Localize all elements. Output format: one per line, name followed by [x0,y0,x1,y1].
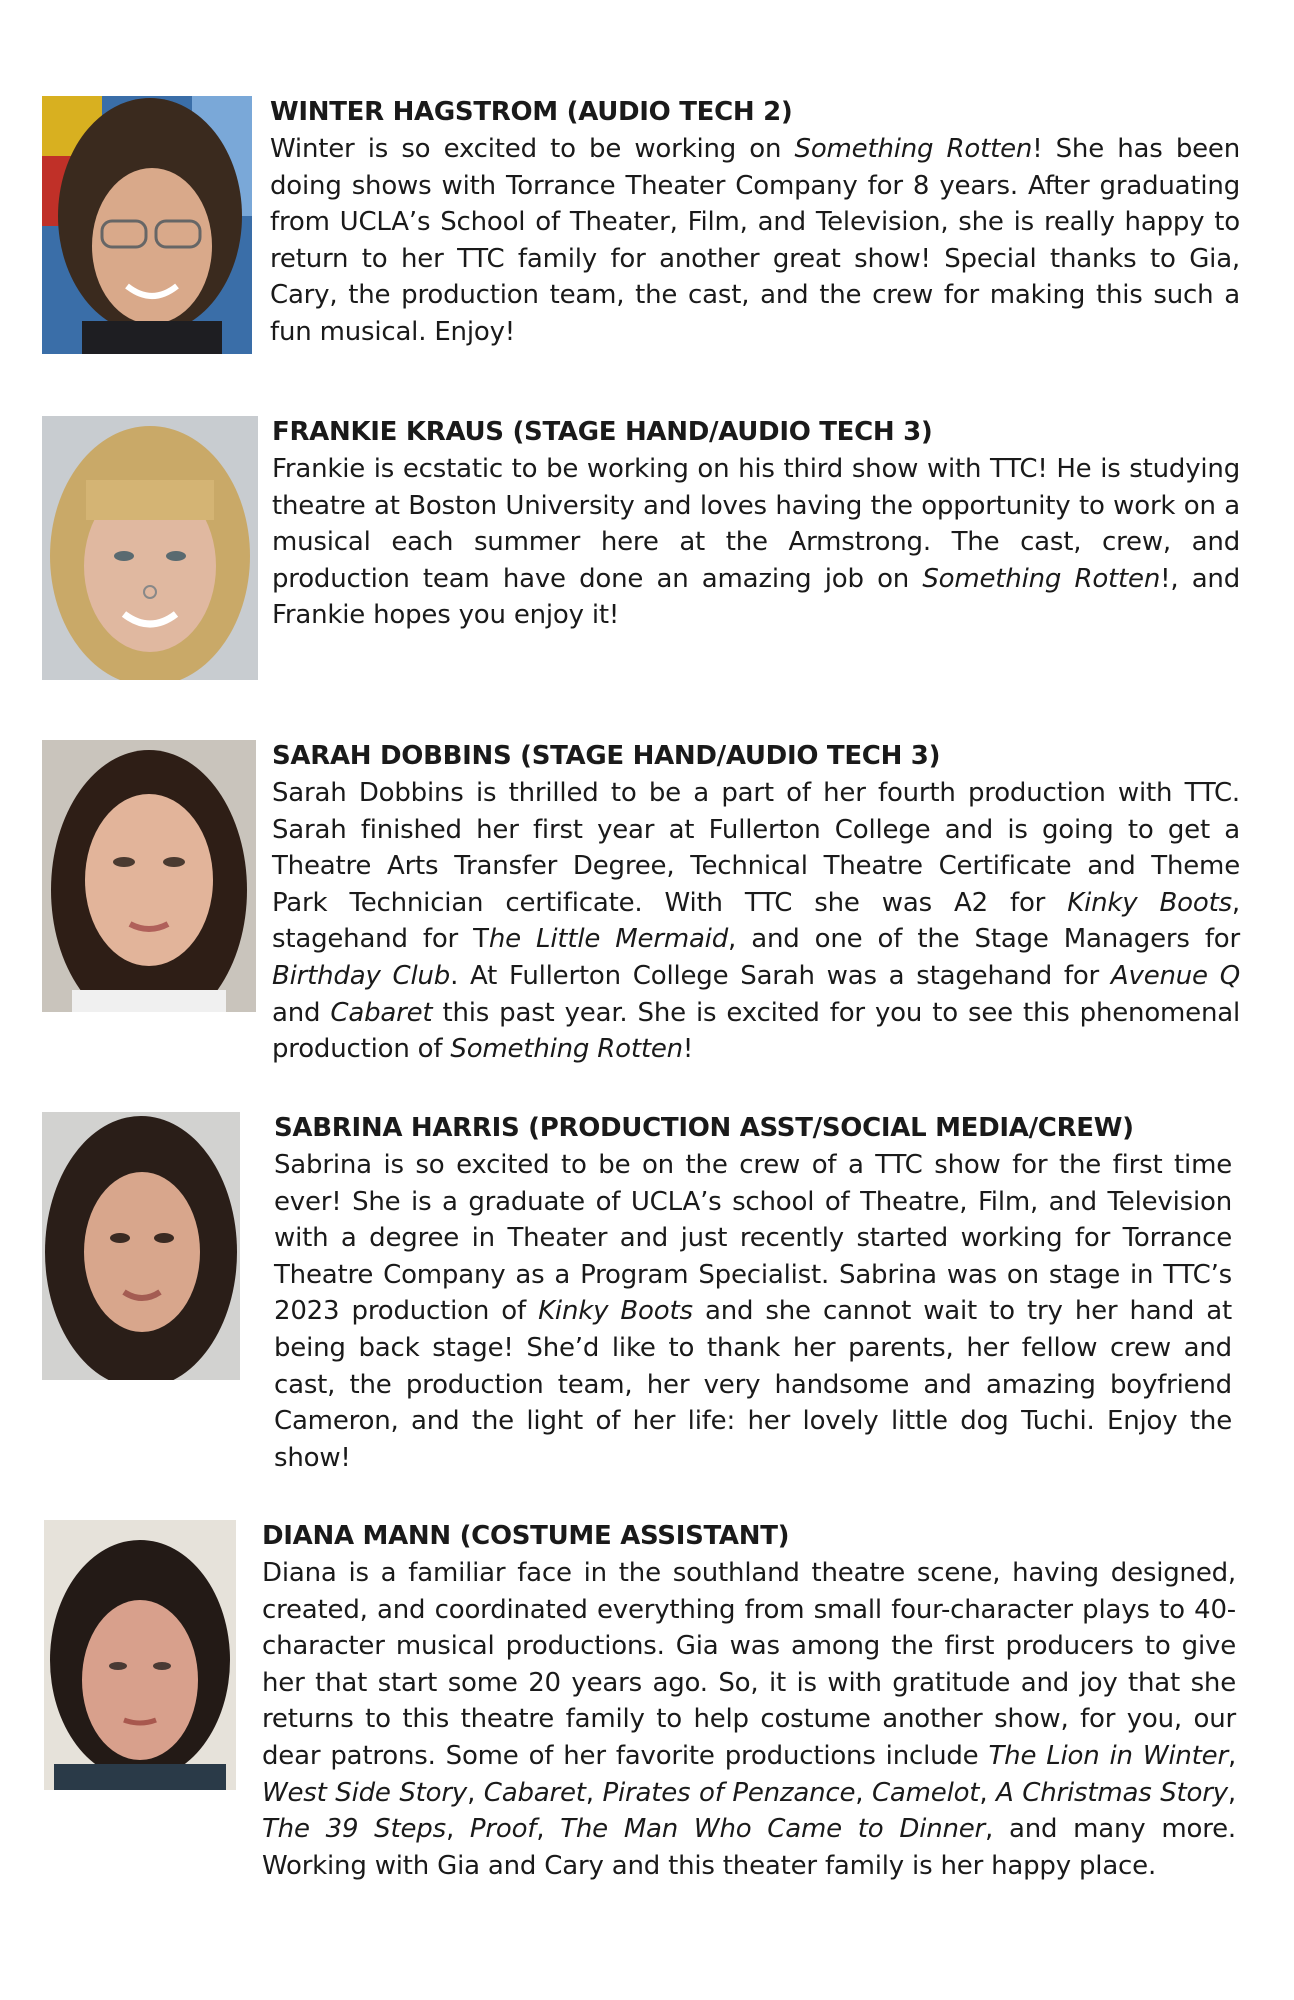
italic-title: Something Rotten [922,563,1161,594]
bio-text-run: Frankie is ecstatic to be working on his third show with TTC! He is studying theatre at Boston University and loves having the opportunity to work on a musical each summer here at the Armstrong. The cast, crew, and production team have done an amazing job on [272,454,1240,594]
bio-text-run: Sabrina is so excited to be on the crew of a TTC show for the first time ever! She is a graduate of UCLA’s school of Theatre, Film, and Television with a degree in Theater and just recently started working for Torrance Theatre Company as a Program Specialist. Sabrina was on stage in TTC’s 2023 production of [274,1150,1232,1327]
italic-title: The Lion in Winter [988,1740,1228,1771]
italic-title: Something Rotten [794,134,1033,164]
bio-text-run: , [979,1777,997,1808]
italic-title: Birthday Club [272,960,451,991]
bio-name: SARAH DOBBINS (STAGE HAND/AUDIO TECH 3) [272,741,941,771]
bio-text-run: Sarah Dobbins is thrilled to be a part of her fourth production with TTC. Sarah finished her first year at Fullerton College and is going to get a Theatre Arts Transfer Degree, Technical Theatre Certificate and Theme Park Technician certificate. With TTC she was A2 for [272,778,1240,918]
italic-title: he Little Mermaid [488,924,729,955]
bio-text [272,451,1240,634]
bio-text-run: Winter is so excited to be working on [270,134,795,164]
bio-text-run: , stagehand for T [272,887,1240,955]
headshot-photo [42,96,252,354]
headshot-photo [42,416,258,680]
italic-title: Kinky Boots [1067,887,1232,918]
italic-title: Something Rotten [450,1034,683,1065]
bio-text-run: , and many more. Working with Gia and Cary and this theater family is her happy place. [262,1814,1236,1881]
bio-text [262,1555,1236,1884]
italic-title: The Man Who Came to Dinner [560,1814,986,1845]
bio-text-run: , [1227,1740,1237,1771]
bio-text-run: , [1227,1777,1236,1808]
bio-name: DIANA MANN (COSTUME ASSISTANT) [262,1521,790,1551]
bio-text-run: and [272,997,331,1028]
bio-name: FRANKIE KRAUS (STAGE HAND/AUDIO TECH 3) [272,417,933,447]
bio-text-run: and she cannot wait to try her hand at being back stage! She’d like to thank her parents, her fellow crew and cast, the production team, her very handsome and amazing boyfriend Cameron, and the light of her life: her lovely little dog Tuchi. Enjoy the show! [274,1296,1232,1473]
italic-title: A Christmas Story [996,1777,1228,1808]
italic-title: West Side Story [262,1777,468,1808]
headshot-photo [44,1520,236,1790]
bio-text-run: ! She has been doing shows with Torrance Theater Company for 8 years. After graduating from UCLA’s School of Theater, Film, and Television, she is really happy to return to her TTC family for another great show! Special thanks to Gia, Cary, the production team, the cast, and the crew for making this such a fun musical. Enjoy! [270,134,1240,347]
bio-text-run: . At Fullerton College Sarah was a stagehand for [450,960,1111,991]
italic-title: Cabaret [483,1777,586,1808]
italic-title: Avenue Q [1110,960,1240,991]
bio-text-run: , [445,1814,470,1845]
italic-title: Cabaret [330,997,433,1028]
bio-text-run: , [536,1814,561,1845]
bio-text [274,1147,1232,1476]
italic-title: Camelot [871,1777,980,1808]
italic-title: The 39 Steps [262,1814,446,1845]
italic-title: Kinky Boots [538,1296,693,1327]
bio-name: SABRINA HARRIS (PRODUCTION ASST/SOCIAL MEDIA/CREW) [274,1113,1134,1143]
italic-title: Pirates of Penzance [602,1777,856,1808]
bio-text [270,131,1240,351]
bio-text-run: , [585,1777,603,1808]
headshot-photo [42,1112,240,1380]
bio-text [272,775,1240,1068]
bio-text-run: this past year. She is excited for you to see this phenomenal production of [272,997,1240,1065]
bio-text-run: , and one of the Stage Managers for [728,924,1240,955]
bio-text-run: Diana is a familiar face in the southland theatre scene, having designed, created, and coordinated everything from small four-character plays to 40-character musical productions. Gia was among the first producers to give her that start some 20 years ago. So, it is with gratitude and joy that she returns to this theatre family to help costume another show, for you, our dear patrons. Some of her favorite productions include [262,1558,1236,1771]
headshot-photo [42,740,256,1012]
bio-name: WINTER HAGSTROM (AUDIO TECH 2) [270,97,793,127]
bio-text-run: ! [682,1034,694,1065]
bio-text-run: , [855,1777,872,1808]
italic-title: Proof [469,1814,537,1845]
bio-text-run: !, and Frankie hopes you enjoy it! [272,563,1241,631]
bio-text-run: , [467,1777,484,1808]
